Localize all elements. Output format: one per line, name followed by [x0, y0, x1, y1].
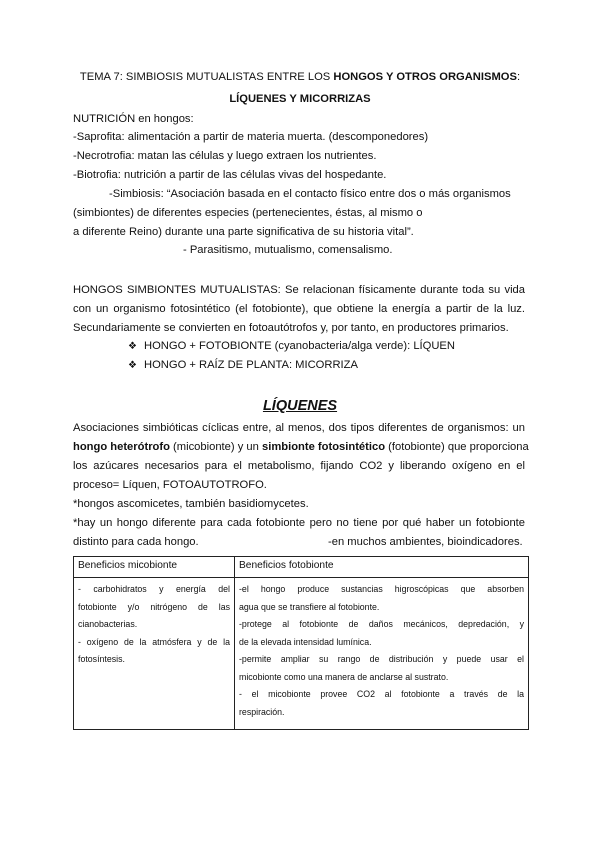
simbiosis-line: -Simbiosis: “Asociación basada en el contacto físico entre dos o más organismos: [109, 188, 511, 200]
title-bold: HONGOS Y OTROS ORGANISMOS: [333, 71, 517, 83]
page-title: [0, 70, 600, 84]
table-header-micobionte: Beneficios micobionte: [74, 557, 235, 578]
page-subtitle: LÍQUENES Y MICORRIZAS: [229, 93, 371, 105]
table-cell-micobionte: - carbohidratos y energía del fotobionte y/o nitrógeno de las cianobacterias. - oxígeno de la atmósfera y de la fotosíntesis.: [74, 578, 235, 730]
diamond-bullet-icon: ❖: [128, 360, 137, 371]
table-header-row: [74, 557, 529, 578]
liquenes-line: proceso= Líquen, FOTOAUTOTROFO.: [73, 479, 267, 491]
table-row: [74, 578, 529, 730]
liquenes-line: hongo heterótrofo (micobionte) y un simbionte fotosintético (fotobionte) que proporciona: [73, 441, 529, 453]
simbiontes-line: con un organismo fotosintético (el fotobionte), que obtiene la energía a partir de la luz.: [73, 303, 525, 315]
liquenes-heading: LÍQUENES: [262, 398, 338, 414]
table-cell-fotobionte: -el hongo produce sustancias higroscópicas que absorben agua que se transfiere al fotobionte. -protege al fotobionte de daños mecánicos, depredación, y de la elevada intensidad lumínica. -permite ampliar su rango de distribución y puede usar el micobionte como una manera de anclarse al sustrato. - el micobionte provee CO2 al fotobionte a través de la respiración.: [235, 578, 529, 730]
nutricion-item: -Saprofita: alimentación a partir de materia muerta. (descomponedores): [73, 131, 429, 143]
liquenes-note: -en muchos ambientes, bioindicadores.: [328, 536, 523, 548]
diamond-bullet-icon: ❖: [128, 341, 137, 352]
table-header-fotobionte: Beneficios fotobionte: [235, 557, 529, 578]
liquenes-note: *hay un hongo diferente para cada fotobionte pero no tiene por qué haber un fotobionte: [73, 517, 525, 529]
simbiosis-types: - Parasitismo, mutualismo, comensalismo.: [183, 244, 393, 256]
simbiosis-line: a diferente Reino) durante una parte significativa de su historia vital”.: [73, 226, 414, 238]
simbiosis-line: (simbiontes) de diferentes especies (pertenecientes, éstas, al mismo o: [73, 207, 423, 219]
nutricion-item: -Biotrofia: nutrición a partir de las células vivas del hospedante.: [73, 169, 387, 181]
liquenes-line: los azúcares necesarios para el metabolismo, fijando CO2 y liberando oxígeno en el: [73, 460, 525, 472]
liquenes-line: Asociaciones simbióticas cíclicas entre, al menos, dos tipos diferentes de organismos: un: [73, 422, 525, 434]
beneficios-table: [73, 556, 529, 730]
nutricion-item: -Necrotrofia: matan las células y luego extraen los nutrientes.: [73, 150, 377, 162]
simbiontes-line: HONGOS SIMBIONTES MUTUALISTAS: Se relacionan físicamente durante toda su vida: [73, 284, 525, 296]
title-prefix: TEMA 7: SIMBIOSIS MUTUALISTAS ENTRE LOS: [79, 71, 334, 83]
bullet-item: ❖ HONGO + FOTOBIONTE (cyanobacteria/alga verde): LÍQUEN: [128, 340, 455, 352]
bullet-item: ❖ HONGO + RAÍZ DE PLANTA: MICORRIZA: [128, 359, 358, 371]
simbiontes-line: Secundariamente se convierten en fotoautótrofos y, por tanto, en productores primarios.: [73, 322, 509, 334]
liquenes-note: distinto para cada hongo.: [73, 536, 199, 548]
title-suffix: :: [516, 71, 521, 83]
nutricion-heading: NUTRICIÓN en hongos:: [73, 113, 194, 125]
liquenes-note: *hongos ascomicetes, también basidiomycetes.: [73, 498, 309, 510]
